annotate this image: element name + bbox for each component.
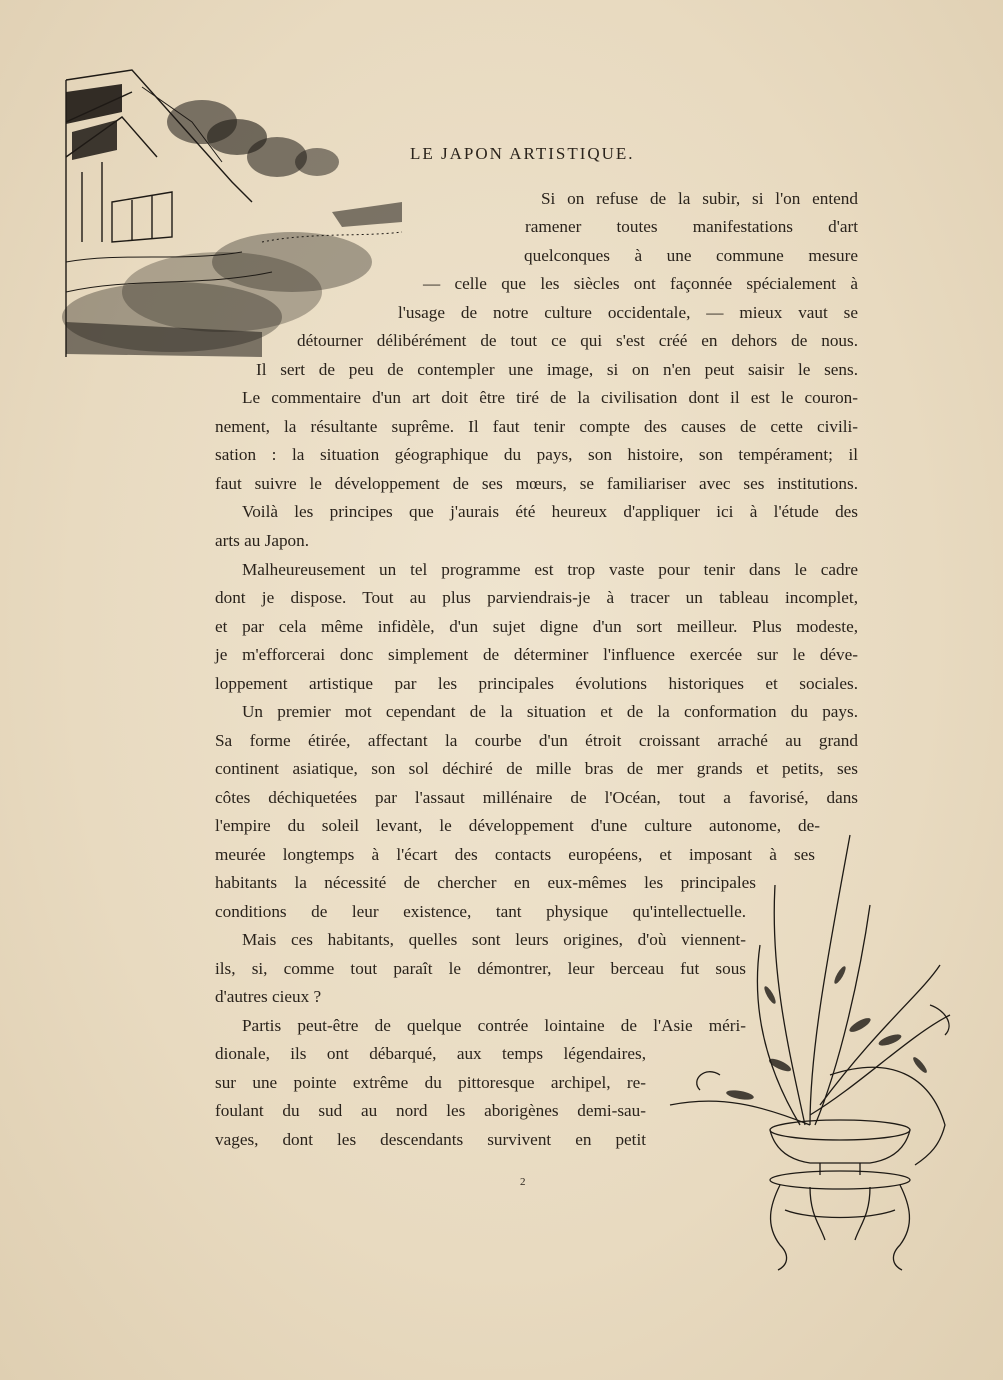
text-line: Sa forme étirée, affectant la courbe d'un étroit croissant arraché au grand xyxy=(215,731,858,750)
text-line: — celle que les siècles ont façonnée spécialement à xyxy=(423,274,858,293)
text-line: arts au Japon. xyxy=(215,531,310,550)
text-line: Malheureusement un tel programme est trop vaste pour tenir dans le cadre xyxy=(242,560,858,579)
text-line: Partis peut-être de quelque contrée lointaine de l'Asie méri- xyxy=(242,1016,746,1035)
text-line: et par cela même infidèle, d'un sujet digne d'un sort meilleur. Plus modeste, xyxy=(215,617,858,636)
page-heading: LE JAPON ARTISTIQUE. xyxy=(410,144,635,163)
text-line: ramener toutes manifestations d'art xyxy=(525,217,858,236)
text-line: dont je dispose. Tout au plus parviendrais-je à tracer un tableau incomplet, xyxy=(215,588,858,607)
text-line: l'empire du soleil levant, le développement d'une culture autonome, de- xyxy=(215,816,820,835)
text-line: Voilà les principes que j'aurais été heureux d'appliquer ici à l'étude des xyxy=(242,502,858,521)
text-line: côtes déchiquetées par l'assaut millénaire de l'Océan, tout a favorisé, dans xyxy=(215,788,858,807)
text-line: Il sert de peu de contempler une image, si on n'en peut saisir le sens. xyxy=(256,360,858,379)
text-line: quelconques à une commune mesure xyxy=(524,246,858,265)
house-vignette-illustration xyxy=(62,62,402,367)
text-line: sur une pointe extrême du pittoresque archipel, re- xyxy=(215,1073,646,1092)
text-line: ils, si, comme tout paraît le démontrer, leur berceau fut sous xyxy=(215,959,746,978)
text-line: d'autres cieux ? xyxy=(215,987,322,1006)
text-line: loppement artistique par les principales évolutions historiques et sociales. xyxy=(215,674,858,693)
text-line: foulant du sud au nord les aborigènes demi-sau- xyxy=(215,1101,646,1120)
text-line: vages, dont les descendants survivent en petit xyxy=(215,1130,646,1149)
text-line: continent asiatique, son sol déchiré de mille bras de mer grands et petits, ses xyxy=(215,759,858,778)
page-number: 2 xyxy=(520,1176,526,1188)
text-line: meurée longtemps à l'écart des contacts européens, et imposant à ses xyxy=(215,845,815,864)
text-line: dionale, ils ont débarqué, aux temps légendaires, xyxy=(215,1044,646,1063)
text-line: Si on refuse de la subir, si l'on entend xyxy=(541,189,858,208)
text-line: faut suivre le développement de ses mœurs, se familiariser avec ses institutions. xyxy=(215,474,858,493)
text-line: nement, la résultante suprême. Il faut tenir compte des causes de cette civili- xyxy=(215,417,858,436)
text-line: l'usage de notre culture occidentale, — mieux vaut se xyxy=(398,303,858,322)
text-line: Un premier mot cependant de la situation et de la conformation du pays. xyxy=(242,702,858,721)
text-line: conditions de leur existence, tant physique qu'intellectuelle. xyxy=(215,902,746,921)
text-line: habitants la nécessité de chercher en eux-mêmes les principales xyxy=(215,873,756,892)
text-line: je m'efforcerai donc simplement de déterminer l'influence exercée sur le déve- xyxy=(215,645,858,664)
text-line: sation : la situation géographique du pays, son histoire, son tempérament; il xyxy=(215,445,858,464)
text-line: détourner délibérément de tout ce qui s'est créé en dehors de nous. xyxy=(297,331,858,350)
text-line: Le commentaire d'un art doit être tiré de la civilisation dont il est le couron- xyxy=(242,388,858,407)
text-line: Mais ces habitants, quelles sont leurs origines, d'où viennent- xyxy=(242,930,746,949)
